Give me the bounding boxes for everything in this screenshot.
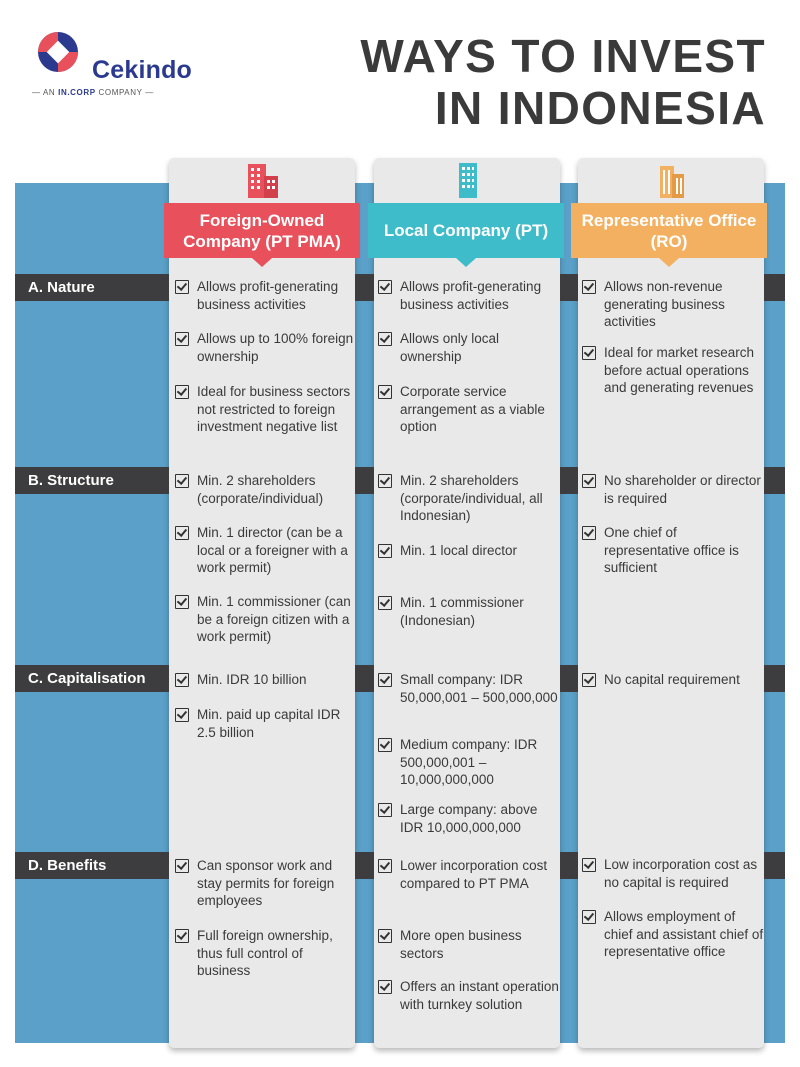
orange-building-icon xyxy=(652,162,692,200)
logo-brand-name: Cekindo xyxy=(92,56,193,84)
cekindo-logo-mark-icon xyxy=(36,30,80,74)
checkbox-icon xyxy=(175,929,189,943)
checkbox-icon xyxy=(582,910,596,924)
checkbox-icon xyxy=(378,859,392,873)
checkbox-icon xyxy=(175,673,189,687)
checkbox-icon xyxy=(582,280,596,294)
checkbox-icon xyxy=(175,332,189,346)
checkbox-icon xyxy=(175,595,189,609)
checkbox-icon xyxy=(378,474,392,488)
checkbox-icon xyxy=(378,673,392,687)
checkbox-icon xyxy=(582,346,596,360)
column-header-pt: Local Company (PT) xyxy=(368,203,564,258)
checkbox-icon xyxy=(378,980,392,994)
checkbox-icon xyxy=(582,858,596,872)
title-line-1: WAYS TO INVEST xyxy=(360,30,766,82)
checkbox-icon xyxy=(378,332,392,346)
cekindo-logo xyxy=(30,26,193,106)
title-line-2: IN INDONESIA xyxy=(434,82,766,134)
checkbox-icon xyxy=(175,526,189,540)
logo-tagline: — AN IN.CORP COMPANY — xyxy=(32,88,154,97)
checkbox-icon xyxy=(582,526,596,540)
checkbox-icon xyxy=(378,544,392,558)
red-building-icon xyxy=(242,162,282,200)
row-label-capitalisation: C. Capitalisation xyxy=(28,670,146,687)
checkbox-icon xyxy=(175,474,189,488)
column-header-pt-pma: Foreign-Owned Company (PT PMA) xyxy=(164,203,360,258)
row-label-structure: B. Structure xyxy=(28,472,114,489)
checkbox-icon xyxy=(378,596,392,610)
row-label-benefits: D. Benefits xyxy=(28,857,107,874)
checkbox-icon xyxy=(175,859,189,873)
checkbox-icon xyxy=(378,385,392,399)
checkbox-icon xyxy=(175,385,189,399)
checkbox-icon xyxy=(175,280,189,294)
checkbox-icon xyxy=(378,280,392,294)
page-title xyxy=(360,30,766,134)
row-label-nature: A. Nature xyxy=(28,279,95,296)
checkbox-icon xyxy=(582,474,596,488)
teal-building-icon xyxy=(448,162,488,200)
checkbox-icon xyxy=(175,708,189,722)
checkbox-icon xyxy=(378,738,392,752)
checkbox-icon xyxy=(378,803,392,817)
checkbox-icon xyxy=(582,673,596,687)
checkbox-icon xyxy=(378,929,392,943)
column-header-ro: Representative Office (RO) xyxy=(571,203,767,258)
